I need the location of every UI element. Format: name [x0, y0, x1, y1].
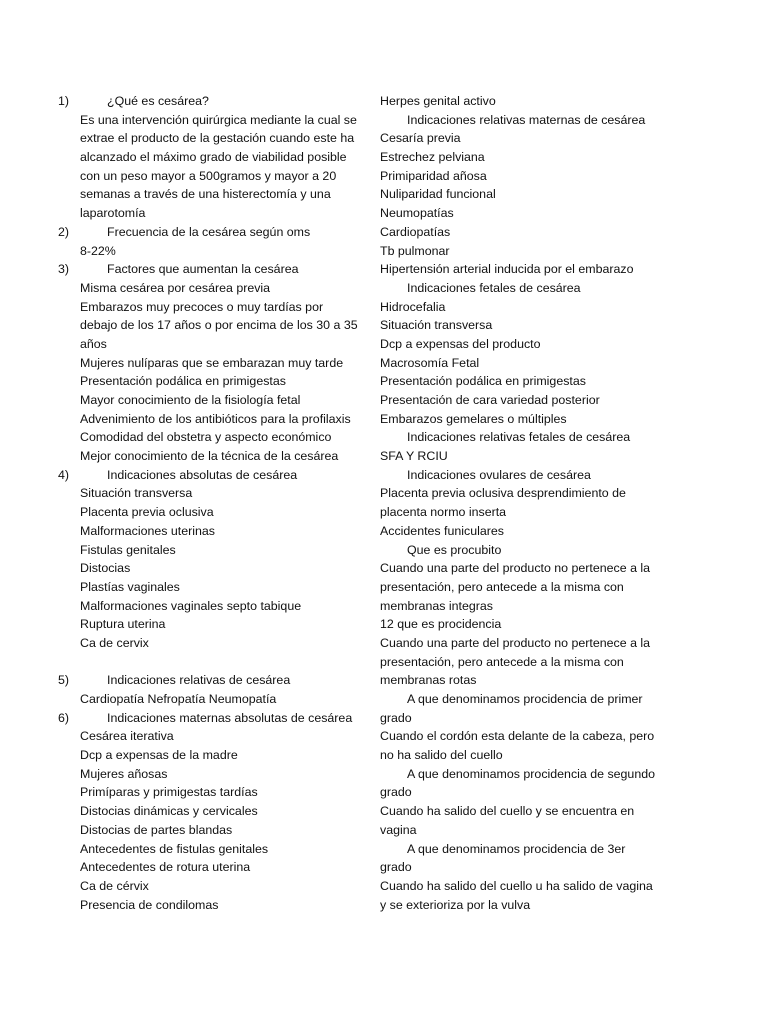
line-text: Embarazos muy precoces o muy tardías por [80, 299, 324, 314]
line-text: 12 que es procidencia [380, 617, 502, 632]
section-heading [58, 671, 364, 690]
text-line [58, 858, 364, 877]
line-text: Dcp a expensas de la madre [80, 748, 238, 763]
line-text: grado [380, 785, 412, 800]
text-line [58, 802, 364, 821]
line-text: Ca de cervix [80, 635, 149, 650]
line-text: Presentación podálica en primigestas [380, 374, 586, 389]
text-line [58, 821, 364, 840]
line-text: ¿Qué es cesárea? [107, 94, 209, 108]
line-text: alcanzado el máximo grado de viabilidad posible [80, 150, 347, 165]
section-heading [58, 709, 364, 728]
line-text: laparotomía [80, 206, 146, 221]
line-text: Ca de cérvix [80, 878, 149, 893]
text-line [58, 541, 364, 560]
text-line [58, 204, 364, 223]
text-line [380, 167, 670, 186]
line-text: y se exterioriza por la vulva [380, 897, 531, 912]
line-text: Tb pulmonar [380, 243, 450, 258]
line-text: presentación, pero antecede a la misma con [380, 654, 624, 669]
text-line [380, 410, 670, 429]
text-line [380, 746, 670, 765]
text-line [58, 167, 364, 186]
text-line [58, 428, 364, 447]
text-line [58, 279, 364, 298]
section-heading [58, 92, 364, 111]
text-line [58, 148, 364, 167]
line-text: Macrosomía Fetal [380, 355, 480, 370]
text-line [380, 204, 670, 223]
right-column [380, 92, 670, 914]
text-line [58, 634, 364, 653]
line-text: Factores que aumentan la cesárea [107, 262, 299, 277]
line-text: Cuando ha salido del cuello y se encuentra en [380, 804, 635, 819]
text-line [58, 372, 364, 391]
text-line [380, 242, 670, 261]
line-text: Distocias dinámicas y cervicales [80, 804, 258, 819]
line-text: placenta normo inserta [380, 505, 507, 520]
line-text: Estrechez pelviana [380, 150, 485, 165]
text-line [380, 709, 670, 728]
text-line [58, 597, 364, 616]
text-line [58, 410, 364, 429]
line-text: Hipertensión arterial inducida por el embarazo [380, 262, 634, 277]
line-text: Herpes genital activo [380, 94, 496, 108]
text-line [58, 690, 364, 709]
text-line [380, 653, 670, 672]
text-line [380, 298, 670, 317]
text-line [58, 298, 364, 317]
text-line [380, 896, 670, 915]
text-line [58, 391, 364, 410]
list-number: 2) [58, 224, 70, 239]
text-line [58, 783, 364, 802]
line-text: Ruptura uterina [80, 617, 166, 632]
text-line [58, 447, 364, 466]
line-text: Mejor conocimiento de la técnica de la cesárea [80, 449, 339, 464]
line-text: Indicaciones fetales de cesárea [407, 280, 581, 295]
text-line [58, 578, 364, 597]
section-heading [58, 466, 364, 485]
line-text: membranas integras [380, 598, 493, 613]
line-text: Indicaciones relativas maternas de cesárea [407, 112, 646, 127]
line-text: Frecuencia de la cesárea según oms [107, 224, 311, 239]
line-text: con un peso mayor a 500gramos y mayor a 20 [80, 168, 337, 183]
text-line [380, 821, 670, 840]
line-text: grado [380, 860, 412, 875]
line-text: Neumopatías [380, 206, 454, 221]
text-line [58, 746, 364, 765]
line-text: Cuando una parte del producto no pertenece a la [380, 561, 651, 576]
line-text: Que es procubito [407, 542, 502, 557]
line-text: Nuliparidad funcional [380, 187, 496, 202]
line-text: vagina [380, 822, 417, 837]
text-line [58, 559, 364, 578]
text-line [58, 896, 364, 915]
section-heading [380, 279, 670, 298]
line-text: semanas a través de una histerectomía y una [80, 187, 331, 202]
text-line [380, 802, 670, 821]
line-text: Indicaciones maternas absolutas de cesárea [107, 710, 353, 725]
section-heading [380, 765, 670, 784]
text-line [380, 260, 670, 279]
line-text: Es una intervención quirúrgica mediante la cual se [80, 112, 357, 127]
section-heading [380, 840, 670, 859]
text-line [380, 185, 670, 204]
line-text: Situación transversa [380, 318, 493, 333]
text-line [380, 391, 670, 410]
text-line [380, 372, 670, 391]
text-line [380, 634, 670, 653]
line-text: Dcp a expensas del producto [380, 336, 541, 351]
text-line [58, 840, 364, 859]
line-text: no ha salido del cuello [380, 748, 503, 763]
line-text: Presentación podálica en primigestas [80, 374, 286, 389]
text-line [380, 615, 670, 634]
list-number: 3) [58, 262, 70, 277]
line-text: presentación, pero antecede a la misma con [380, 579, 624, 594]
text-line [380, 129, 670, 148]
blank-line [58, 653, 364, 672]
text-line [380, 316, 670, 335]
text-line [380, 447, 670, 466]
text-line [58, 484, 364, 503]
list-number: 5) [58, 673, 70, 688]
line-text: Distocias de partes blandas [80, 822, 233, 837]
text-line [58, 185, 364, 204]
text-line [58, 615, 364, 634]
text-line [380, 783, 670, 802]
text-line [380, 578, 670, 597]
line-text: Comodidad del obstetra y aspecto económico [80, 430, 332, 445]
section-heading [380, 428, 670, 447]
text-line [58, 765, 364, 784]
line-text: Cesárea iterativa [80, 729, 174, 744]
line-text: Malformaciones vaginales septo tabique [80, 598, 302, 613]
text-line [58, 503, 364, 522]
line-text: Advenimiento de los antibióticos para la profilaxis [80, 411, 351, 426]
text-line [380, 671, 670, 690]
list-number: 4) [58, 467, 70, 482]
line-text: Indicaciones absolutas de cesárea [107, 467, 298, 482]
text-line [380, 335, 670, 354]
line-text: años [80, 336, 107, 351]
line-text: extrae el producto de la gestación cuando este ha [80, 131, 355, 146]
line-text: SFA Y RCIU [380, 449, 448, 464]
text-line [58, 111, 364, 130]
line-text: Situación transversa [80, 486, 193, 501]
text-line [380, 597, 670, 616]
text-line [58, 129, 364, 148]
left-column [58, 92, 364, 914]
line-text: 8-22% [80, 243, 116, 258]
line-text: A que denominamos procidencia de 3er [407, 841, 626, 856]
text-line [58, 354, 364, 373]
text-line [380, 92, 670, 111]
line-text: Mujeres añosas [80, 766, 168, 781]
line-text: Hidrocefalia [380, 299, 446, 314]
line-text: Indicaciones ovulares de cesárea [407, 467, 591, 482]
section-heading [380, 466, 670, 485]
line-text: A que denominamos procidencia de segundo [407, 766, 655, 781]
section-heading [380, 111, 670, 130]
line-text: Cuando el cordón esta delante de la cabeza, pero [380, 729, 655, 744]
text-line [380, 727, 670, 746]
text-line [380, 148, 670, 167]
line-text: grado [380, 710, 412, 725]
list-number: 1) [58, 94, 70, 108]
text-line [380, 503, 670, 522]
line-text: Antecedentes de rotura uterina [80, 860, 251, 875]
line-text: Mujeres nulíparas que se embarazan muy tarde [80, 355, 344, 370]
text-line [58, 316, 364, 335]
line-text: Misma cesárea por cesárea previa [80, 280, 271, 295]
line-text: Indicaciones relativas de cesárea [107, 673, 291, 688]
section-heading [58, 223, 364, 242]
text-line [380, 354, 670, 373]
line-text: Distocias [80, 561, 131, 576]
line-text: Presencia de condilomas [80, 897, 219, 912]
line-text: Cardiopatía Nefropatía Neumopatía [80, 692, 277, 706]
text-line [380, 559, 670, 578]
text-line [380, 877, 670, 896]
text-line [380, 484, 670, 503]
text-line [58, 877, 364, 896]
section-heading [58, 260, 364, 279]
text-line [380, 858, 670, 877]
line-text: Primíparas y primigestas tardías [80, 785, 258, 800]
section-heading [380, 541, 670, 560]
section-heading [380, 690, 670, 709]
line-text: Placenta previa oclusiva desprendimiento de [380, 486, 626, 501]
line-text: Plastías vaginales [80, 579, 180, 594]
text-line [58, 242, 364, 261]
line-text: Indicaciones relativas fetales de cesárea [407, 430, 631, 445]
line-text: Cesaría previa [380, 131, 461, 146]
line-text: Fistulas genitales [80, 542, 176, 557]
line-text: Antecedentes de fistulas genitales [80, 841, 269, 856]
line-text: Presentación de cara variedad posterior [380, 393, 600, 407]
line-text: A que denominamos procidencia de primer [407, 692, 643, 706]
text-line [380, 223, 670, 242]
line-text: Embarazos gemelares o múltiples [380, 411, 567, 426]
text-line [58, 335, 364, 354]
line-text: Accidentes funiculares [380, 523, 504, 538]
line-text: membranas rotas [380, 673, 477, 688]
line-text: Malformaciones uterinas [80, 523, 215, 538]
line-text: Cuando una parte del producto no pertenece a la [380, 635, 651, 650]
text-line [58, 522, 364, 541]
line-text: debajo de los 17 años o por encima de los 30 a 35 [80, 318, 358, 333]
text-line [58, 727, 364, 746]
line-text: Primiparidad añosa [380, 168, 487, 183]
text-line [380, 522, 670, 541]
line-text: Mayor conocimiento de la fisiología fetal [80, 393, 301, 407]
line-text: Cardiopatías [380, 224, 451, 239]
list-number: 6) [58, 710, 70, 725]
line-text: Placenta previa oclusiva [80, 505, 214, 520]
line-text: Cuando ha salido del cuello u ha salido de vagina [380, 878, 653, 893]
